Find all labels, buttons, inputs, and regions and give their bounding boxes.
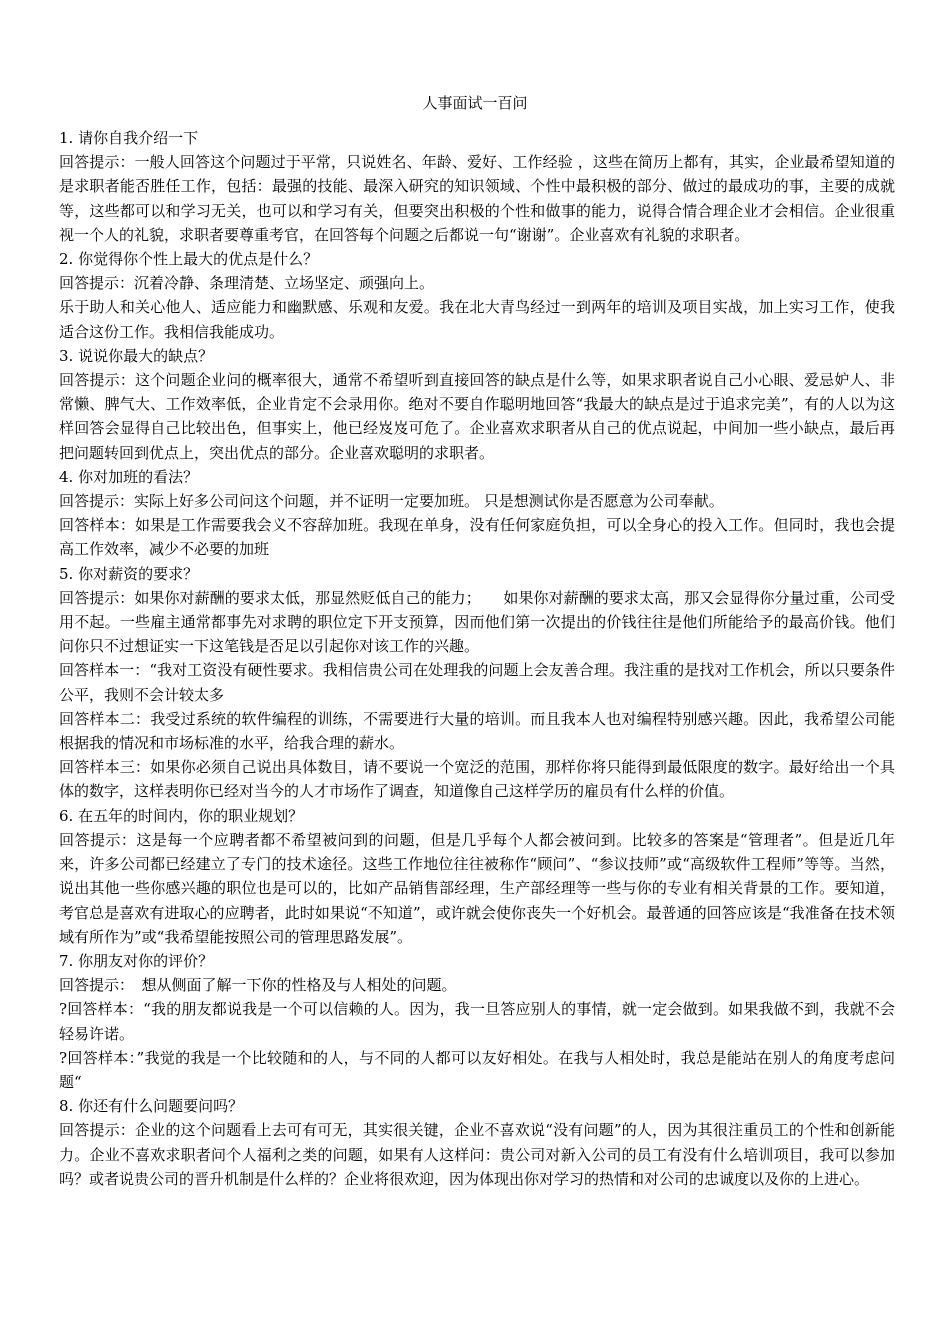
document-body [59,126,895,1191]
question-4: 4. 你对加班的看法？ [59,467,199,486]
document-title: 人事面试一百问 [422,94,528,112]
answer-sample-5b: 回答样本二：我受过系统的软件编程的训练，不需要进行大量的培训。而且我本人也对编程特别感兴趣。因此，我希望公司能根据我的情况和市场标准的水平，给我合理的薪水。 [59,709,895,753]
answer-sample-5c: 回答样本三：如果你必须自己说出具体数目，请不要说一个宽泛的范围，那样你将只能得到最低限度的数字。最好给出一个具体的数字，这样表明你已经对当今的人才市场作了调查，知道像自己这样学历的雇员有什么样的价值。 [59,758,895,801]
question-2: 2. 你觉得你个性上最大的优点是什么？ [59,250,319,269]
answer-paragraph-2: 乐于助人和关心他人、适应能力和幽默感、乐观和友爱。我在北大青鸟经过一到两年的培训及项目实战，加上实习工作，使我适合这份工作。我相信我能成功。 [59,298,895,341]
question-3: 3. 说说你最大的缺点？ [59,346,214,365]
answer-hint-8: 回答提示：企业的这个问题看上去可有可无，其实很关键，企业不喜欢说“没有问题”的人，因为其很注重员工的个性和创新能力。企业不喜欢求职者问个人福利之类的问题，如果有人这样问：贵公司对新入公司的员工有没有什么培训项目，我可以参加吗？或者说贵公司的晋升机制是什么样的？企业将很欢迎，因为体现出你对学习的热情和对公司的忠诚度以及你的上进心。 [59,1121,895,1188]
question-5: 5. 你对薪资的要求？ [59,564,199,583]
answer-sample-7b: ?回答样本：”我觉的我是一个比较随和的人，与不同的人都可以友好相处。在我与人相处时，我总是能站在别人的角度考虑问题“ [59,1048,895,1091]
question-6: 6. 在五年的时间内，你的职业规划？ [59,806,304,825]
answer-hint-6: 回答提示：这是每一个应聘者都不希望被问到的问题，但是几乎每个人都会被问到。比较多的答案是“管理者”。但是近几年来，许多公司都已经建立了专门的技术途径。这些工作地位往往被称作“顾问”、“参议技师”或“高级软件工程师”等等。当然，说出其他一些你感兴趣的职位也是可以的，比如产品销售部经理，生产部经理等一些与你的专业有相关背景的工作。要知道，考官总是喜欢有进取心的应聘者，此时如果说“不知道”，或许就会使你丧失一个好机会。最普通的回答应该是“我准备在技术领域有所作为”或“我希望能按照公司的管理思路发展”。 [59,830,895,946]
answer-sample-5a: 回答样本一：“我对工资没有硬性要求。我相信贵公司在处理我的问题上会友善合理。我注重的是找对工作机会，所以只要条件公平，我则不会计较太多 [59,661,895,704]
answer-hint-4: 回答提示：实际上好多公司问这个问题，并不证明一定要加班。 只是想测试你是否愿意为公司奉献。 [59,492,724,511]
answer-sample-4: 回答样本：如果是工作需要我会义不容辞加班。我现在单身，没有任何家庭负担，可以全身心的投入工作。但同时，我也会提高工作效率，减少不必要的加班 [59,516,895,559]
answer-hint-7: 回答提示： 想从侧面了解一下你的性格及与人相处的问题。 [59,976,457,995]
question-1: 1. 请你自我介绍一下 [59,129,199,147]
question-7: 7. 你朋友对你的评价？ [59,951,214,970]
answer-hint-1: 回答提示：一般人回答这个问题过于平常，只说姓名、年龄、爱好、工作经验 ，这些在简历上都有，其实，企业最希望知道的是求职者能否胜任工作，包括：最强的技能、最深入研究的知识领域、个性中最积极的部分、做过的最成功的事，主要的成就等，这些都可以和学习无关，也可以和学习有关，但要突出积极的个性和做事的能力，说得合情合理企业才会相信。企业很重视一个人的礼貌，求职者要尊重考官，在回答每个问题之后都说一句“谢谢”。企业喜欢有礼貌的求职者。 [59,153,895,244]
answer-hint-2: 回答提示：沉着冷静、条理清楚、立场坚定、顽强向上。 [59,274,435,293]
question-8: 8. 你还有什么问题要问吗？ [59,1097,244,1116]
answer-sample-7a: ?回答样本：“我的朋友都说我是一个可以信赖的人。因为，我一旦答应别人的事情，就一定会做到。如果我做不到，我就不会轻易许诺。 [59,1000,895,1043]
answer-hint-3: 回答提示：这个问题企业问的概率很大，通常不希望听到直接回答的缺点是什么等，如果求职者说自己小心眼、爱忌妒人、非常懒、脾气大、工作效率低，企业肯定不会录用你。绝对不要自作聪明地回答“我最大的缺点是过于追求完美”，有的人以为这样回答会显得自己比较出色，但事实上，他已经岌岌可危了。企业喜欢求职者从自己的优点说起，中间加一些小缺点，最后再把问题转回到优点上，突出优点的部分。企业喜欢聪明的求职者。 [59,371,895,462]
answer-hint-5: 回答提示：如果你对薪酬的要求太低，那显然贬低自己的能力； 如果你对薪酬的要求太高，那又会显得你分量过重，公司受用不起。一些雇主通常都事先对求聘的职位定下开支预算，因而他们第一次提出的价钱往往是他们所能给予的最高价钱。他们问你只不过想证实一下这笔钱是否足以引起你对该工作的兴趣。 [59,588,895,656]
